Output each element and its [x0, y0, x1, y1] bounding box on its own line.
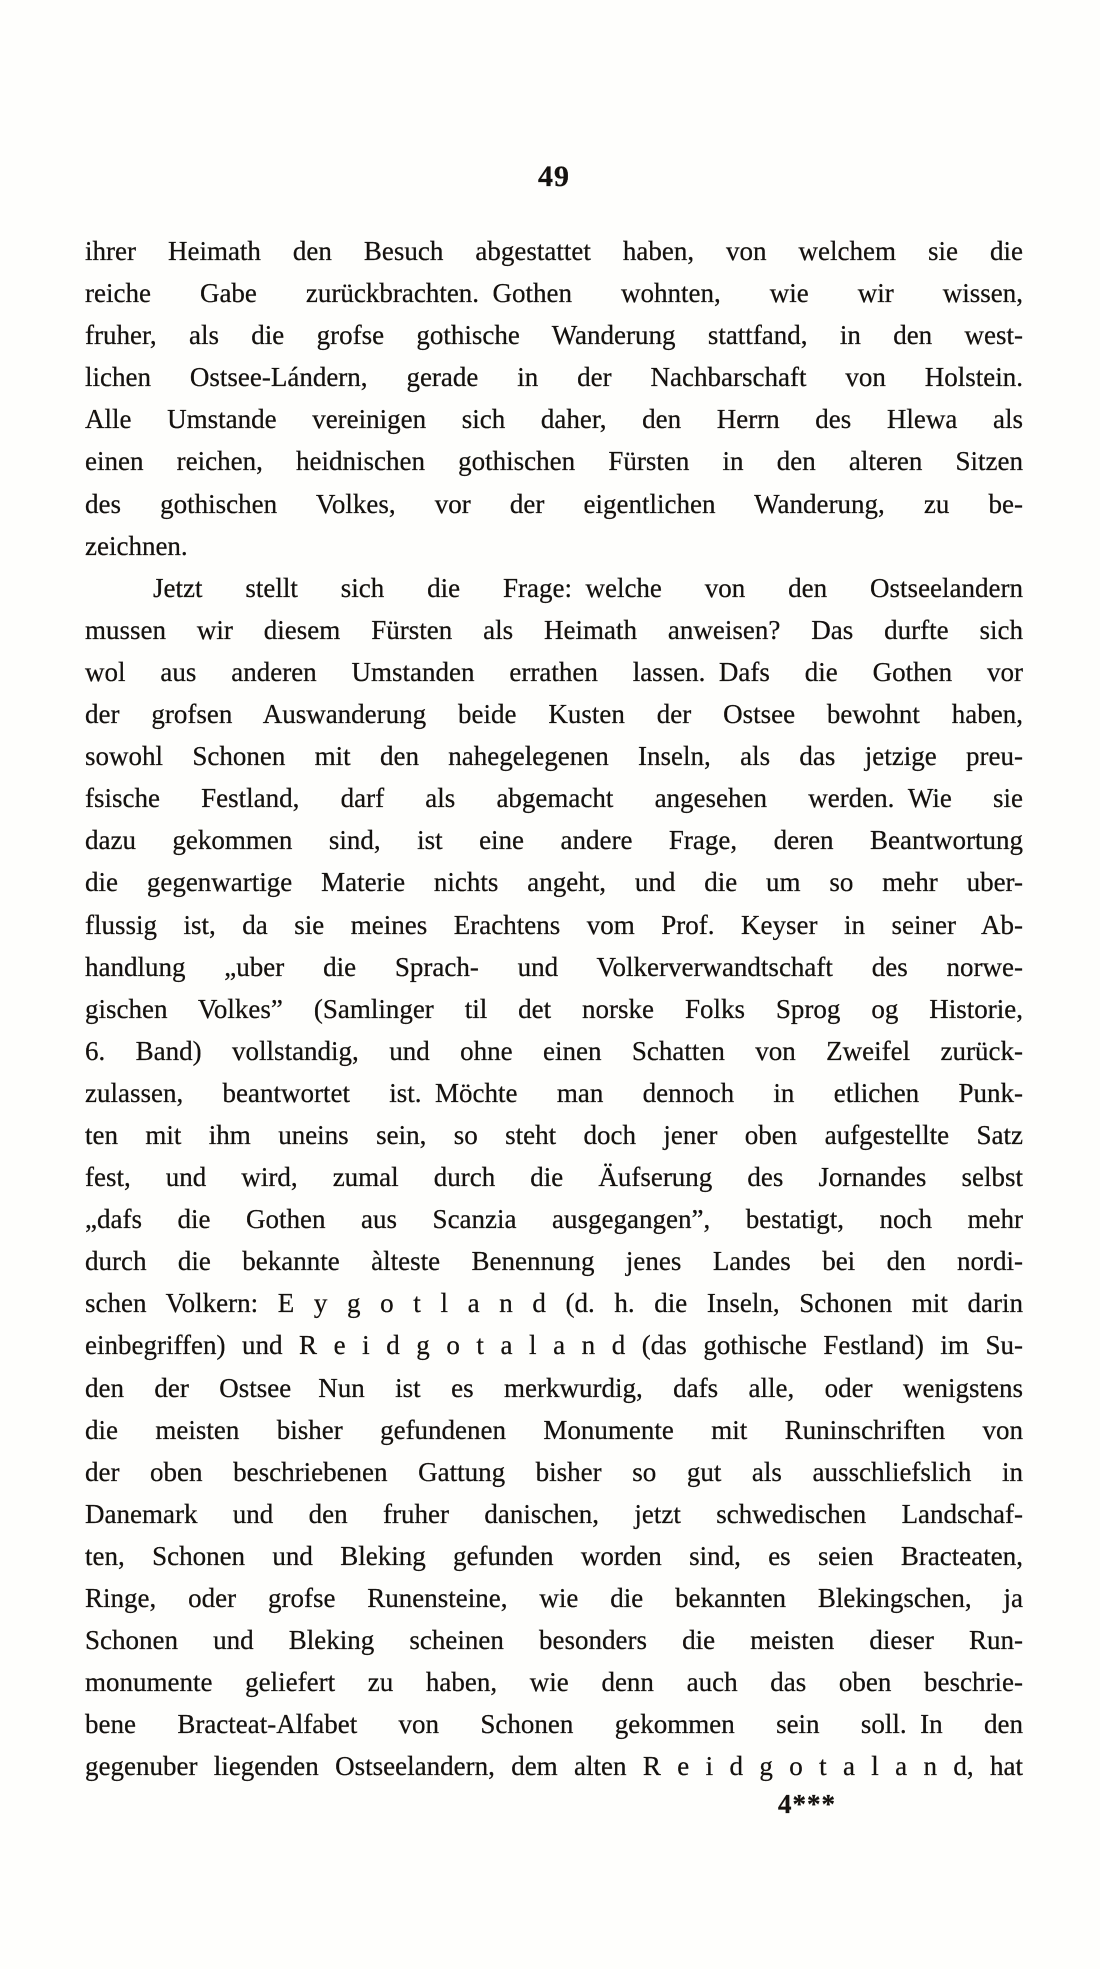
text-line: die meisten bisher gefundenen Monumente mit Runinschriften von [85, 1414, 1023, 1445]
text-line: dazu gekommen sind, ist eine andere Frage, deren Beantwortung [85, 825, 1023, 856]
text-line: flussig ist, da sie meines Erachtens vom Prof. Keyser in seiner Ab- [85, 909, 1023, 940]
text-line: „dafs die Gothen aus Scanzia ausgegangen”, bestatigt, noch mehr [85, 1204, 1023, 1235]
text-line: reiche Gabe zurückbrachten. Gothen wohnten, wie wir wissen, [85, 278, 1023, 309]
text-line: fsische Festland, darf als abgemacht angesehen werden. Wie sie [85, 783, 1023, 814]
text-line: monumente geliefert zu haben, wie denn auch das oben beschrie- [85, 1667, 1023, 1698]
text-line: ten, Schonen und Bleking gefunden worden sind, es seien Bracteaten, [85, 1540, 1023, 1571]
text-line: der grofsen Auswanderung beide Kusten der Ostsee bewohnt haben, [85, 699, 1023, 730]
page-number: 49 [538, 160, 570, 193]
text-line: sowohl Schonen mit den nahegelegenen Inseln, als das jetzige preu- [85, 741, 1023, 772]
signature-mark: 4*** [778, 1789, 836, 1819]
text-line: lichen Ostsee-Lándern, gerade in der Nachbarschaft von Holstein. [85, 362, 1023, 393]
text-line: ihrer Heimath den Besuch abgestattet haben, von welchem sie die [85, 236, 1023, 266]
body-text [85, 230, 1023, 1787]
text-line: einbegriffen) und R e i d g o t a l a n d (das gothische Festland) im Su- [85, 1330, 1023, 1361]
text-line: wol aus anderen Umstanden errathen lassen. Dafs die Gothen vor [85, 656, 1023, 687]
text-line: einen reichen, heidnischen gothischen Fürsten in den alteren Sitzen [85, 446, 1023, 477]
text-line: zeichnen. [85, 530, 188, 561]
text-line: fruher, als die grofse gothische Wanderung stattfand, in den west- [85, 320, 1023, 351]
text-line: mussen wir diesem Fürsten als Heimath anweisen? Das durfte sich [85, 614, 1023, 645]
text-line: handlung „uber die Sprach- und Volkerverwandtschaft des norwe- [85, 951, 1023, 982]
text-line: durch die bekannte àlteste Benennung jenes Landes bei den nordi- [85, 1246, 1023, 1277]
text-line: Schonen und Bleking scheinen besonders die meisten dieser Run- [85, 1625, 1023, 1656]
text-line: Jetzt stellt sich die Frage: welche von den Ostseelandern [153, 572, 1023, 603]
text-line: zulassen, beantwortet ist. Möchte man dennoch in etlichen Punk- [85, 1077, 1023, 1108]
text-line: schen Volkern: E y g o t l a n d (d. h. die Inseln, Schonen mit darin [85, 1288, 1023, 1319]
text-line: bene Bracteat-Alfabet von Schonen gekommen sein soll. In den [85, 1709, 1023, 1740]
text-line: Ringe, oder grofse Runensteine, wie die bekannten Blekingschen, ja [85, 1583, 1023, 1613]
text-line: Danemark und den fruher danischen, jetzt schwedischen Landschaf- [85, 1498, 1023, 1529]
text-line: den der Ostsee Nun ist es merkwurdig, dafs alle, oder wenigstens [85, 1372, 1023, 1403]
text-line: Alle Umstande vereinigen sich daher, den Herrn des Hlewa als [85, 404, 1023, 435]
text-line: 6. Band) vollstandig, und ohne einen Schatten von Zweifel zurück- [85, 1035, 1023, 1066]
text-line: ten mit ihm uneins sein, so steht doch jener oben aufgestellte Satz [85, 1119, 1023, 1150]
text-line: der oben beschriebenen Gattung bisher so gut als ausschliefslich in [85, 1456, 1023, 1487]
text-line: die gegenwartige Materie nichts angeht, und die um so mehr uber- [85, 867, 1023, 898]
text-line: des gothischen Volkes, vor der eigentlichen Wanderung, zu be- [85, 488, 1023, 519]
text-line: gegenuber liegenden Ostseelandern, dem alten R e i d g o t a l a n d, hat [85, 1751, 1023, 1782]
text-line: gischen Volkes” (Samlinger til det norske Folks Sprog og Historie, [85, 993, 1023, 1024]
text-line: fest, und wird, zumal durch die Äufserung des Jornandes selbst [85, 1162, 1023, 1193]
